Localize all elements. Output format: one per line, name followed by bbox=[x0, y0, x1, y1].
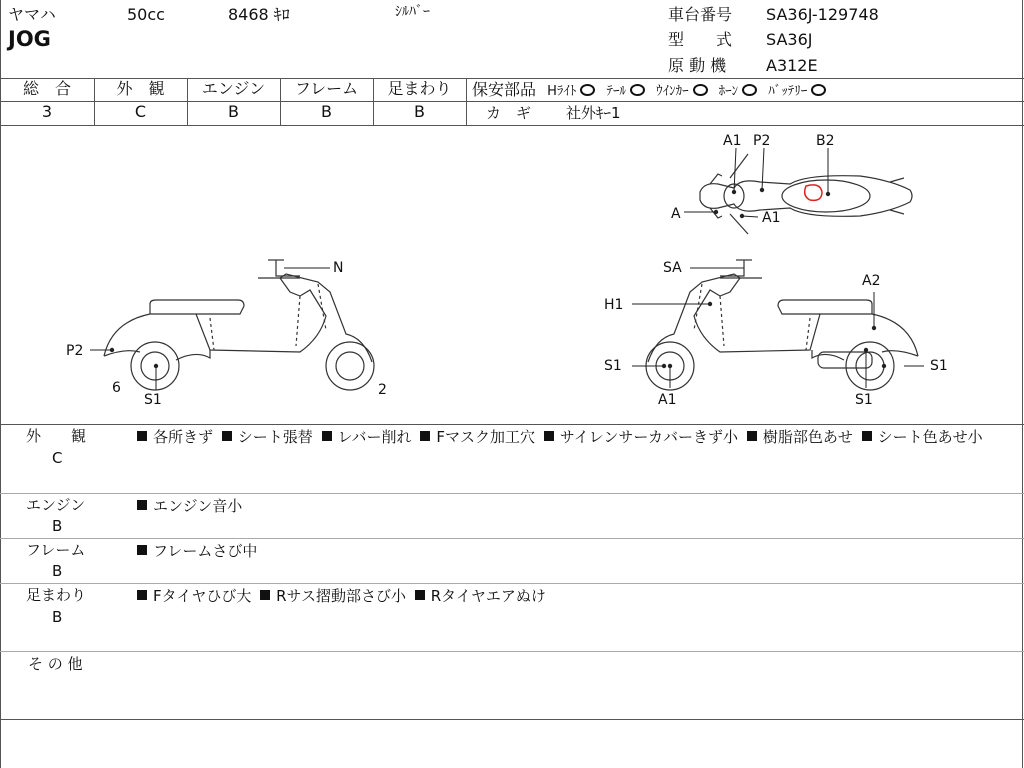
remark-item: シート張替 bbox=[237, 428, 313, 446]
label-top-a: A bbox=[671, 206, 681, 222]
frame-label: フレーム bbox=[294, 79, 359, 98]
exterior-label: 外 観 bbox=[116, 79, 165, 98]
overall-score: 3 bbox=[41, 102, 53, 121]
type-label: 型 式 bbox=[668, 30, 733, 49]
engine-score: B bbox=[228, 102, 239, 121]
safety-item-winker: ｳｲﾝｶｰ bbox=[656, 84, 689, 99]
exterior-score: C bbox=[134, 102, 147, 121]
label-top-a1-lower: A1 bbox=[762, 210, 781, 226]
remark-engine-items bbox=[133, 495, 1018, 517]
remark-suspension-grade: B bbox=[52, 608, 63, 626]
overall-label: 総 合 bbox=[22, 79, 71, 98]
displacement: 50cc bbox=[127, 5, 165, 24]
suspension-label: 足まわり bbox=[387, 79, 452, 98]
label-left-n: N bbox=[333, 260, 344, 276]
label-right-s1-rear: S1 bbox=[930, 358, 948, 374]
remark-item: Rタイヤエアぬけ bbox=[430, 587, 546, 605]
remark-item: Fマスク加工穴 bbox=[436, 428, 535, 446]
model-name: JOG bbox=[8, 27, 51, 51]
remark-engine-grade: B bbox=[52, 517, 63, 535]
bullet-icon bbox=[747, 431, 757, 441]
label-left-p2: P2 bbox=[66, 343, 84, 359]
circle-ok-icon bbox=[742, 84, 757, 96]
label-right-sa: SA bbox=[663, 260, 682, 276]
bullet-icon bbox=[222, 431, 232, 441]
divider bbox=[0, 651, 1024, 652]
bullet-icon bbox=[544, 431, 554, 441]
damage-mark bbox=[805, 185, 822, 200]
remark-item: 樹脂部色あせ bbox=[762, 428, 853, 446]
safety-parts-label: 保安部品 bbox=[472, 80, 537, 99]
label-left-2: 2 bbox=[378, 382, 387, 398]
scooter-top-view bbox=[700, 154, 912, 234]
label-right-s1-front: S1 bbox=[604, 358, 622, 374]
remark-other-label: そ の 他 bbox=[28, 655, 83, 673]
divider bbox=[0, 538, 1024, 539]
divider bbox=[466, 78, 467, 125]
circle-ok-icon bbox=[580, 84, 595, 96]
frame-score: B bbox=[321, 102, 332, 121]
engine-label: エンジン bbox=[201, 79, 266, 98]
suspension-score: B bbox=[414, 102, 425, 121]
safety-parts-row bbox=[472, 81, 832, 99]
color: ｼﾙﾊﾞｰ bbox=[395, 4, 430, 20]
remark-item: 各所きず bbox=[153, 428, 214, 446]
divider bbox=[0, 101, 1024, 102]
frame-no-label: 車台番号 bbox=[668, 5, 733, 24]
remark-item: シート色あせ小 bbox=[877, 428, 983, 446]
label-left-s1: S1 bbox=[144, 392, 162, 408]
label-top-p2: P2 bbox=[753, 133, 771, 149]
engine-model-value: A312E bbox=[766, 56, 818, 75]
label-left-6: 6 bbox=[112, 380, 121, 396]
safety-item-headlight: Hﾗｲﾄ bbox=[547, 84, 577, 99]
remark-frame-items bbox=[133, 540, 1018, 562]
divider bbox=[0, 719, 1024, 720]
divider bbox=[0, 424, 1024, 425]
label-right-s1-bottom: S1 bbox=[855, 392, 873, 408]
key-label: カ ギ bbox=[486, 104, 532, 122]
remark-exterior-items bbox=[133, 426, 1018, 448]
circle-ok-icon bbox=[630, 84, 645, 96]
safety-item-tail: ﾃｰﾙ bbox=[606, 84, 626, 99]
label-top-b2: B2 bbox=[816, 133, 835, 149]
bullet-icon bbox=[137, 500, 147, 510]
circle-ok-icon bbox=[693, 84, 708, 96]
scooter-left-view bbox=[104, 260, 374, 390]
type-value: SA36J bbox=[766, 30, 813, 49]
label-top-a1: A1 bbox=[723, 133, 742, 149]
remark-item: レバー削れ bbox=[337, 428, 412, 446]
bullet-icon bbox=[322, 431, 332, 441]
remark-suspension-items bbox=[133, 585, 1018, 607]
divider bbox=[0, 583, 1024, 584]
remark-engine-label: エンジン bbox=[26, 496, 86, 514]
bullet-icon bbox=[260, 590, 270, 600]
bullet-icon bbox=[137, 590, 147, 600]
frame-no: SA36J-129748 bbox=[766, 5, 879, 24]
bullet-icon bbox=[137, 431, 147, 441]
remark-item: Fタイヤひび大 bbox=[153, 587, 252, 605]
safety-item-battery: ﾊﾞｯﾃﾘｰ bbox=[768, 84, 808, 99]
divider bbox=[0, 493, 1024, 494]
remark-exterior-grade: C bbox=[52, 449, 63, 467]
label-right-a2: A2 bbox=[862, 273, 881, 289]
outer-right-border bbox=[1022, 0, 1023, 768]
remark-item: サイレンサーカバーきず小 bbox=[559, 428, 739, 446]
maker-name: ヤマハ bbox=[8, 5, 56, 24]
remark-suspension-label: 足まわり bbox=[26, 586, 87, 604]
mileage: 8468 ｷﾛ bbox=[228, 5, 290, 24]
remark-frame-grade: B bbox=[52, 562, 63, 580]
safety-item-horn: ﾎｰﾝ bbox=[718, 84, 739, 99]
bullet-icon bbox=[137, 545, 147, 555]
bullet-icon bbox=[415, 590, 425, 600]
remark-frame-label: フレーム bbox=[26, 541, 86, 559]
label-right-a1: A1 bbox=[658, 392, 677, 408]
remark-exterior-label: 外 観 bbox=[26, 427, 87, 445]
key-value: 社外ｷｰ1 bbox=[566, 104, 621, 122]
bullet-icon bbox=[420, 431, 430, 441]
bullet-icon bbox=[862, 431, 872, 441]
circle-ok-icon bbox=[811, 84, 826, 96]
remark-item: フレームさび中 bbox=[153, 542, 258, 560]
remark-item: エンジン音小 bbox=[153, 497, 243, 515]
label-right-h1: H1 bbox=[604, 297, 624, 313]
engine-model-label: 原 動 機 bbox=[668, 56, 727, 75]
remark-item: Rサス摺動部さび小 bbox=[276, 587, 406, 605]
scooter-damage-diagram bbox=[0, 126, 1022, 424]
